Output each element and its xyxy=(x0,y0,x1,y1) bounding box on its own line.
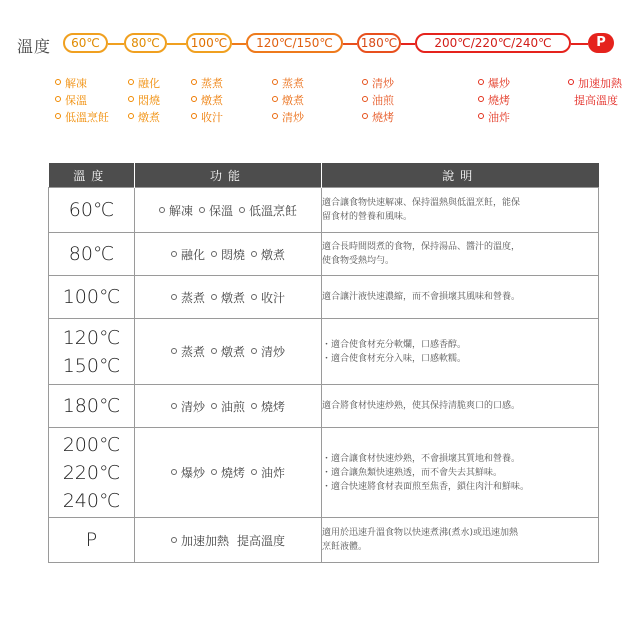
function-label: 低溫烹飪 xyxy=(249,203,298,218)
legend-label: 燉煮 xyxy=(138,111,160,124)
bullet-icon xyxy=(272,113,278,119)
bullet-icon xyxy=(478,113,484,119)
header-function: 功能 xyxy=(135,163,322,188)
bullet-icon xyxy=(362,79,368,85)
table-header-row xyxy=(49,163,599,188)
temperature-cell xyxy=(49,518,135,563)
description-line: 留食材的營養和風味。 xyxy=(322,212,413,222)
legend-item xyxy=(574,94,618,108)
function-cell xyxy=(135,188,322,233)
legend-label: 收汁 xyxy=(201,111,223,124)
legend-label: 爆炒 xyxy=(488,77,510,90)
table-row xyxy=(49,276,599,319)
description-cell xyxy=(322,276,599,319)
bullet-icon xyxy=(128,96,134,102)
function-label: 爆炒 xyxy=(180,466,205,480)
bullet-icon xyxy=(128,79,134,85)
header-temperature: 溫度 xyxy=(49,163,135,188)
power-boost-badge: P xyxy=(588,33,614,53)
description-line: ・適合使食材充分入味，口感軟糯。 xyxy=(322,353,467,364)
legend-item xyxy=(568,77,622,91)
temperature-cell xyxy=(49,385,135,428)
bullet-icon xyxy=(251,251,257,257)
bullet-icon xyxy=(128,113,134,119)
temperature-cell xyxy=(49,319,135,385)
legend-label: 蒸煮 xyxy=(201,77,223,90)
description-cell xyxy=(322,188,599,233)
description-cell xyxy=(322,385,599,428)
legend-item xyxy=(362,77,394,91)
bullet-icon xyxy=(171,403,177,409)
bullet-icon xyxy=(211,251,217,257)
description-line: 使食物受熱均勻。 xyxy=(322,256,395,266)
function-cell xyxy=(135,276,322,319)
function-label: 燒烤 xyxy=(261,399,286,414)
bullet-icon xyxy=(568,79,574,85)
description-line: 烹飪液體。 xyxy=(322,542,368,552)
temperature-pill: 200℃/220℃/240℃ xyxy=(415,33,571,53)
description-cell xyxy=(322,319,599,385)
function-label: 油炸 xyxy=(261,466,286,480)
description-line: ・適合使食材充分軟爛，口感香醇。 xyxy=(322,339,467,350)
table-row xyxy=(49,233,599,276)
bullet-icon xyxy=(171,469,177,475)
function-label: 燉煮 xyxy=(261,247,286,262)
bullet-icon xyxy=(478,96,484,102)
legend-label: 清炒 xyxy=(372,77,394,90)
temperature-value: 180℃ xyxy=(62,395,121,417)
description-cell xyxy=(322,518,599,563)
legend-item xyxy=(55,111,109,125)
bullet-icon xyxy=(211,469,217,475)
table-row xyxy=(49,188,599,233)
bullet-icon xyxy=(55,113,61,119)
bullet-icon xyxy=(272,79,278,85)
bullet-icon xyxy=(55,79,61,85)
legend-label: 燒烤 xyxy=(372,111,394,124)
function-table xyxy=(48,163,599,563)
temperature-cell xyxy=(49,188,135,233)
bullet-icon xyxy=(211,348,217,354)
scale-connector xyxy=(571,43,588,45)
bullet-icon xyxy=(199,207,205,213)
legend-label: 燉煮 xyxy=(201,94,223,107)
legend-item xyxy=(478,94,510,108)
header-description: 說明 xyxy=(322,163,599,188)
legend-label: 清炒 xyxy=(282,111,304,124)
function-cell xyxy=(135,428,322,518)
function-label: 蒸煮 xyxy=(180,290,205,305)
legend-label: 保溫 xyxy=(65,94,87,107)
temperature-pill: 120℃/150℃ xyxy=(246,33,343,53)
function-label: 悶燒 xyxy=(220,247,245,262)
bullet-icon xyxy=(272,96,278,102)
legend-item xyxy=(191,77,223,91)
bullet-icon xyxy=(362,96,368,102)
bullet-icon xyxy=(159,207,165,213)
legend-item xyxy=(128,111,160,125)
description-line: 適合長時間悶煮的食物，保持湯品、醬汁的溫度， xyxy=(322,242,521,252)
temperature-cell xyxy=(49,276,135,319)
temperature-pill: 80℃ xyxy=(124,33,167,53)
bullet-icon xyxy=(251,469,257,475)
bullet-icon xyxy=(191,96,197,102)
description-line: ・適合讓魚類快速熟透，而不會失去其鮮味。 xyxy=(322,467,503,478)
bullet-icon xyxy=(239,207,245,213)
function-label: 蒸煮 xyxy=(180,345,205,359)
legend-item xyxy=(478,77,510,91)
legend-label: 融化 xyxy=(138,77,160,90)
scale-connector xyxy=(232,43,246,45)
bullet-icon xyxy=(171,537,177,543)
legend-label: 油煎 xyxy=(372,94,394,107)
description-line: ・適合快速將食材表面煎至焦香，鎖住肉汁和鮮味。 xyxy=(322,481,530,492)
table-row xyxy=(49,385,599,428)
function-label: 解凍 xyxy=(168,203,193,218)
bullet-icon xyxy=(211,403,217,409)
function-label: 保溫 xyxy=(208,203,233,218)
bullet-icon xyxy=(251,294,257,300)
temperature-label: 溫度 xyxy=(17,37,52,56)
temperature-pill: 180℃ xyxy=(357,33,401,53)
temperature-value: P xyxy=(85,529,98,551)
bullet-icon xyxy=(478,79,484,85)
description-cell xyxy=(322,428,599,518)
temperature-value: 150℃ xyxy=(62,354,121,377)
scale-connector xyxy=(167,43,186,45)
legend-label: 提高溫度 xyxy=(574,94,618,107)
description-line: ・適合讓食材快速炒熟，不會損壞其質地和營養。 xyxy=(322,453,521,464)
legend-label: 油炸 xyxy=(488,111,510,124)
table-row xyxy=(49,518,599,563)
bullet-icon xyxy=(191,113,197,119)
function-cell xyxy=(135,518,322,563)
legend-item xyxy=(272,94,304,108)
legend-item xyxy=(362,111,394,125)
temperature-cell xyxy=(49,428,135,518)
legend-item xyxy=(191,94,223,108)
function-label: 燉煮 xyxy=(220,345,245,359)
scale-connector xyxy=(108,43,124,45)
legend-item xyxy=(128,94,160,108)
legend-label: 燉煮 xyxy=(282,94,304,107)
legend-label: 低溫烹飪 xyxy=(65,111,109,124)
legend-item xyxy=(55,94,87,108)
description-line: 適合將食材快速炒熟，使其保持清脆爽口的口感。 xyxy=(322,401,521,411)
legend-item xyxy=(272,111,304,125)
table-row xyxy=(49,319,599,385)
temperature-pill: 100℃ xyxy=(186,33,232,53)
bullet-icon xyxy=(171,348,177,354)
bullet-icon xyxy=(191,79,197,85)
function-label: 燒烤 xyxy=(220,466,245,480)
legend-item xyxy=(191,111,223,125)
function-label: 融化 xyxy=(180,247,205,262)
function-label: 收汁 xyxy=(261,290,286,305)
temperature-cell xyxy=(49,233,135,276)
legend-item xyxy=(272,77,304,91)
legend-label: 解凍 xyxy=(65,77,87,90)
description-line: 適合讓汁液快速濃縮，而不會損壞其風味和營養。 xyxy=(322,292,521,302)
bullet-icon xyxy=(211,294,217,300)
temperature-value: 60℃ xyxy=(68,199,115,221)
temperature-value: 80℃ xyxy=(68,243,115,265)
temperature-value: 100℃ xyxy=(62,286,121,308)
temperature-value: 220℃ xyxy=(62,461,121,484)
legend-label: 加速加熱 xyxy=(578,77,622,90)
scale-connector xyxy=(343,43,357,45)
legend-item xyxy=(362,94,394,108)
description-line: 適合讓食物快速解凍、保持溫熱與低溫烹飪，能保 xyxy=(322,198,521,208)
temperature-value: 200℃ xyxy=(62,433,121,456)
bullet-icon xyxy=(171,294,177,300)
scale-connector xyxy=(401,43,415,45)
function-label: 清炒 xyxy=(261,345,286,359)
function-label: 燉煮 xyxy=(220,290,245,305)
function-label: 油煎 xyxy=(220,399,245,414)
description-line: 適用於迅速升溫食物以快速煮沸(煮水)或迅速加熱 xyxy=(322,528,519,538)
function-label: 加速加熱 xyxy=(180,533,229,548)
legend-item xyxy=(55,77,87,91)
legend-label: 悶燒 xyxy=(138,94,160,107)
table-row xyxy=(49,428,599,518)
bullet-icon xyxy=(251,403,257,409)
function-cell xyxy=(135,319,322,385)
function-cell xyxy=(135,233,322,276)
bullet-icon xyxy=(55,96,61,102)
bullet-icon xyxy=(362,113,368,119)
function-label: 提高溫度 xyxy=(237,533,286,548)
function-cell xyxy=(135,385,322,428)
temperature-pill: 60℃ xyxy=(63,33,108,53)
legend-item xyxy=(478,111,510,125)
legend-label: 燒烤 xyxy=(488,94,510,107)
bullet-icon xyxy=(171,251,177,257)
legend-item xyxy=(128,77,160,91)
temperature-value: 120℃ xyxy=(62,326,121,349)
bullet-icon xyxy=(251,348,257,354)
temperature-value: 240℃ xyxy=(62,489,121,512)
legend-label: 蒸煮 xyxy=(282,77,304,90)
function-label: 清炒 xyxy=(180,399,205,414)
description-cell xyxy=(322,233,599,276)
